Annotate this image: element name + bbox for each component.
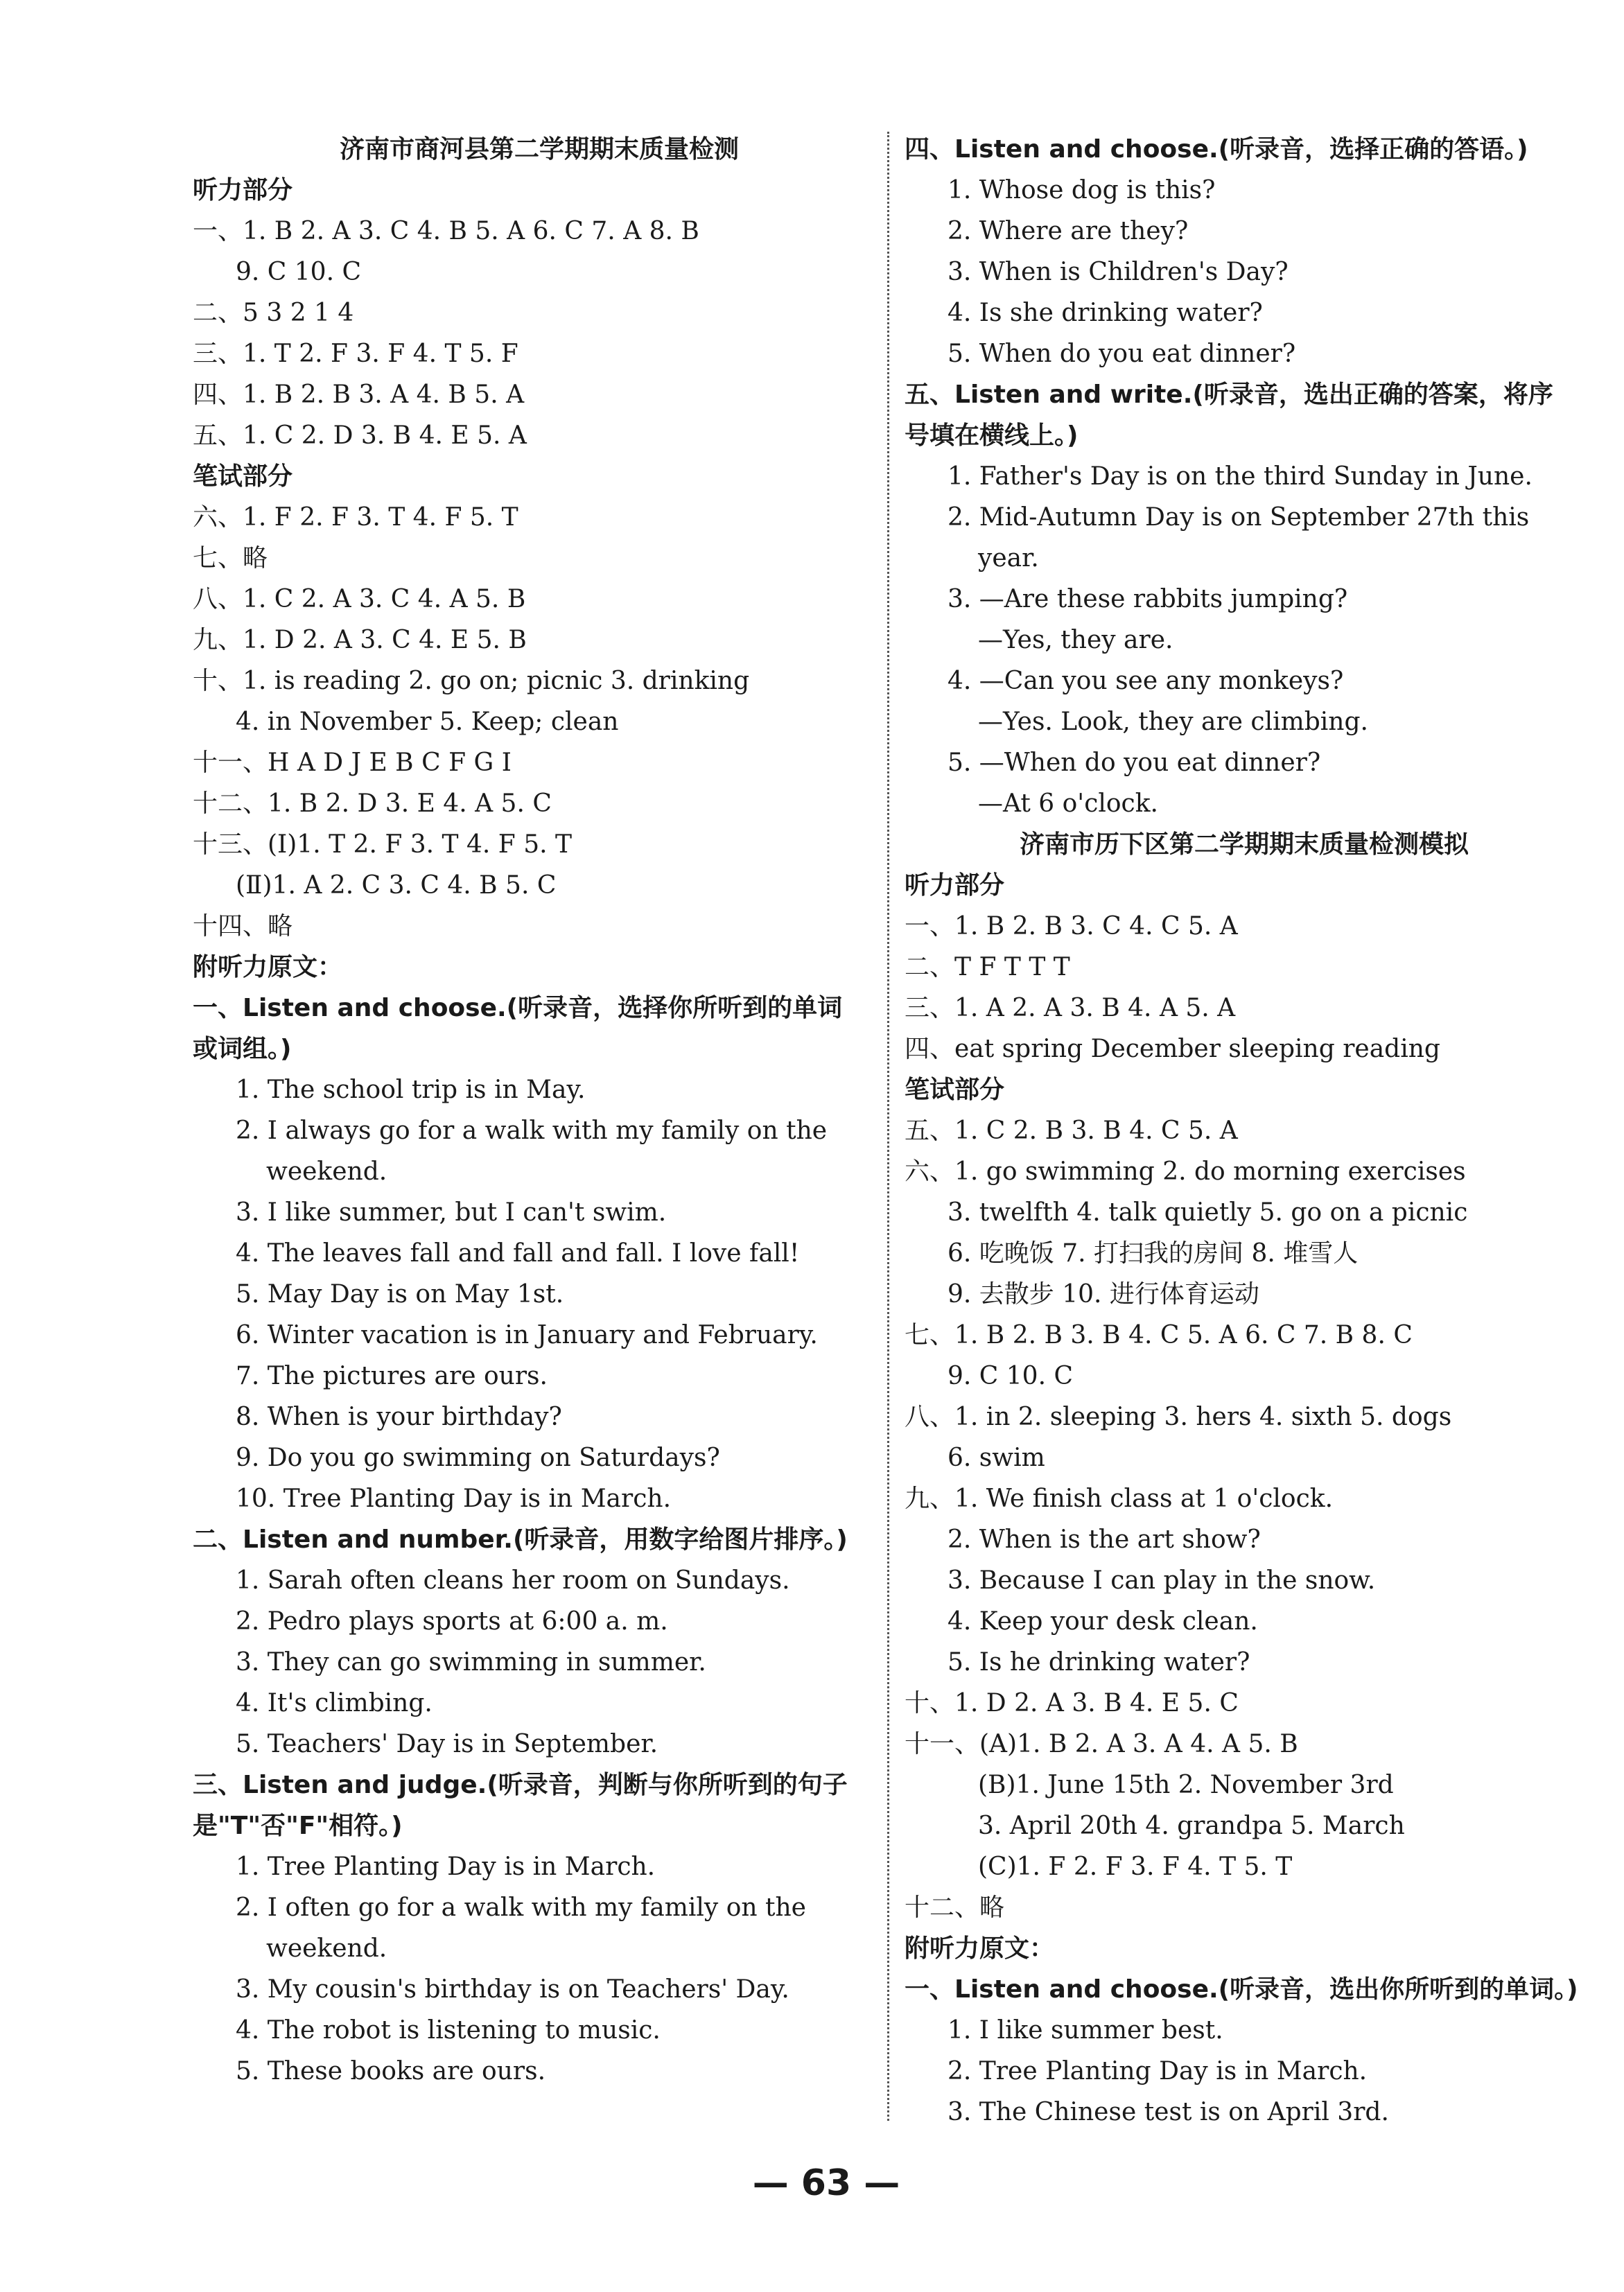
question-heading: 号填在横线上。)	[905, 421, 1079, 450]
text-line: 1. I like summer best.	[948, 2016, 1223, 2045]
text-line: 九、1. D 2. A 3. C 4. E 5. B	[193, 626, 527, 654]
text-line: 六、1. go swimming 2. do morning exercises	[905, 1157, 1466, 1186]
text-line: 十一、H A D J E B C F G I	[193, 749, 512, 777]
text-line: 5. Is he drinking water?	[948, 1648, 1250, 1677]
question-heading: 是"T"否"F"相符。)	[193, 1812, 403, 1840]
text-line: 1. Tree Planting Day is in March.	[236, 1853, 656, 1881]
text-line: 3. The Chinese test is on April 3rd.	[948, 2098, 1389, 2126]
text-line: 1. Father's Day is on the third Sunday in June.	[948, 462, 1533, 491]
text-line: weekend.	[266, 1157, 387, 1186]
text-line: 八、1. C 2. A 3. C 4. A 5. B	[193, 585, 526, 613]
section-heading: 附听力原文：	[193, 953, 343, 981]
text-line: 7. The pictures are ours.	[236, 1362, 548, 1390]
text-line: —At 6 o'clock.	[978, 789, 1158, 818]
text-line: 十四、略	[193, 912, 293, 941]
text-line: 1. Whose dog is this?	[948, 176, 1216, 204]
text-line: 4. in November 5. Keep; clean	[236, 708, 619, 736]
right-column	[905, 129, 1584, 2133]
text-line: 5. These books are ours.	[236, 2057, 546, 2085]
text-line: 十、1. D 2. A 3. B 4. E 5. C	[905, 1689, 1239, 1717]
text-line: 3. —Are these rabbits jumping?	[948, 585, 1348, 613]
text-line: 3. twelfth 4. talk quietly 5. go on a picnic	[948, 1198, 1468, 1227]
text-line: 3. April 20th 4. grandpa 5. March	[978, 1812, 1405, 1840]
question-heading: 或词组。)	[193, 1035, 292, 1063]
section-heading: 笔试部分	[193, 462, 293, 491]
text-line: 三、1. A 2. A 3. B 4. A 5. A	[905, 994, 1236, 1022]
question-heading: 三、Listen and judge.(听录音，判断与你所听到的句子	[193, 1771, 848, 1799]
question-heading: 一、Listen and choose.(听录音，选择你所听到的单词	[193, 994, 843, 1022]
text-line: 七、略	[193, 544, 268, 572]
text-line: 4. The robot is listening to music.	[236, 2016, 661, 2045]
question-heading: 四、Listen and choose.(听录音，选择正确的答语。)	[905, 135, 1528, 164]
text-line: 二、5 3 2 1 4	[193, 299, 354, 327]
text-line: 十一、(A)1. B 2. A 3. A 4. A 5. B	[905, 1730, 1298, 1758]
text-line: 一、1. B 2. B 3. C 4. C 5. A	[905, 912, 1238, 941]
text-line: 6. swim	[948, 1444, 1045, 1472]
text-line: 4. The leaves fall and fall and fall. I love fall!	[236, 1239, 800, 1268]
section-heading: 听力部分	[193, 176, 293, 204]
text-line: 1. The school trip is in May.	[236, 1076, 586, 1104]
text-line: 5. May Day is on May 1st.	[236, 1280, 564, 1309]
section-title: 济南市历下区第二学期期末质量检测模拟	[1019, 830, 1469, 859]
text-line: —Yes. Look, they are climbing.	[978, 708, 1368, 736]
text-line: 2. I always go for a walk with my family on the	[236, 1117, 828, 1145]
text-line: 4. It's climbing.	[236, 1689, 433, 1717]
question-heading: 二、Listen and number.(听录音，用数字给图片排序。)	[193, 1525, 848, 1554]
text-line: 十二、略	[905, 1893, 1005, 1922]
text-line: 6. Winter vacation is in January and February.	[236, 1321, 818, 1349]
section-title: 济南市商河县第二学期期末质量检测	[339, 135, 739, 164]
text-line: (B)1. June 15th 2. November 3rd	[978, 1771, 1394, 1799]
text-line: 8. When is your birthday?	[236, 1403, 562, 1431]
text-line: 五、1. C 2. D 3. B 4. E 5. A	[193, 421, 527, 450]
question-heading: 一、Listen and choose.(听录音，选出你所听到的单词。)	[905, 1975, 1578, 2004]
text-line: 9. C 10. C	[236, 258, 362, 286]
text-line: 九、1. We finish class at 1 o'clock.	[905, 1485, 1334, 1513]
text-line: year.	[978, 544, 1039, 572]
page-number: — 63 —	[752, 2162, 900, 2204]
text-line: 十、1. is reading 2. go on; picnic 3. drinking	[193, 667, 750, 695]
text-line: 2. Tree Planting Day is in March.	[948, 2057, 1368, 2085]
section-heading: 笔试部分	[905, 1076, 1005, 1104]
text-line: 5. —When do you eat dinner?	[948, 749, 1321, 777]
text-line: 5. When do you eat dinner?	[948, 340, 1296, 368]
text-line: 6. 吃晚饭 7. 打扫我的房间 8. 堆雪人	[948, 1239, 1359, 1268]
text-line: 2. When is the art show?	[948, 1525, 1261, 1554]
text-line: 1. Sarah often cleans her room on Sundays.	[236, 1566, 790, 1595]
text-line: 5. Teachers' Day is in September.	[236, 1730, 658, 1758]
text-line: (C)1. F 2. F 3. F 4. T 5. T	[978, 1853, 1293, 1881]
text-line: 2. Mid-Autumn Day is on September 27th this	[948, 503, 1530, 532]
text-line: 十三、(Ⅰ)1. T 2. F 3. T 4. F 5. T	[193, 830, 573, 859]
text-line: (Ⅱ)1. A 2. C 3. C 4. B 5. C	[236, 871, 557, 900]
text-line: 10. Tree Planting Day is in March.	[236, 1485, 672, 1513]
column-divider	[887, 132, 889, 2121]
text-line: 3. My cousin's birthday is on Teachers' Day.	[236, 1975, 789, 2004]
text-line: 2. I often go for a walk with my family on the	[236, 1893, 806, 1922]
text-line: 3. When is Children's Day?	[948, 258, 1289, 286]
section-heading: 附听力原文：	[905, 1934, 1055, 1963]
text-line: 六、1. F 2. F 3. T 4. F 5. T	[193, 503, 518, 532]
text-line: 八、1. in 2. sleeping 3. hers 4. sixth 5. dogs	[905, 1403, 1452, 1431]
text-line: 3. Because I can play in the snow.	[948, 1566, 1376, 1595]
text-line: 9. C 10. C	[948, 1362, 1074, 1390]
text-line: 三、1. T 2. F 3. F 4. T 5. F	[193, 340, 518, 368]
text-line: 2. Pedro plays sports at 6:00 a. m.	[236, 1607, 668, 1636]
left-column	[193, 129, 886, 2092]
text-line: 9. 去散步 10. 进行体育运动	[948, 1280, 1259, 1309]
text-line: 4. Keep your desk clean.	[948, 1607, 1258, 1636]
text-line: 3. I like summer, but I can't swim.	[236, 1198, 667, 1227]
text-line: 4. —Can you see any monkeys?	[948, 667, 1344, 695]
text-line: 一、1. B 2. A 3. C 4. B 5. A 6. C 7. A 8. B	[193, 217, 699, 245]
text-line: 2. Where are they?	[948, 217, 1189, 245]
text-line: —Yes, they are.	[978, 626, 1173, 654]
text-line: 4. Is she drinking water?	[948, 299, 1263, 327]
text-line: weekend.	[266, 1934, 387, 1963]
text-line: 四、1. B 2. B 3. A 4. B 5. A	[193, 380, 525, 409]
text-line: 四、eat spring December sleeping reading	[905, 1035, 1440, 1063]
text-line: 9. Do you go swimming on Saturdays?	[236, 1444, 720, 1472]
text-line: 七、1. B 2. B 3. B 4. C 5. A 6. C 7. B 8. C	[905, 1321, 1413, 1349]
question-heading: 五、Listen and write.(听录音，选出正确的答案，将序	[905, 380, 1553, 409]
text-line: 二、T F T T T	[905, 953, 1070, 981]
text-line: 十二、1. B 2. D 3. E 4. A 5. C	[193, 789, 552, 818]
section-heading: 听力部分	[905, 871, 1005, 900]
text-line: 五、1. C 2. B 3. B 4. C 5. A	[905, 1117, 1238, 1145]
text-line: 3. They can go swimming in summer.	[236, 1648, 706, 1677]
